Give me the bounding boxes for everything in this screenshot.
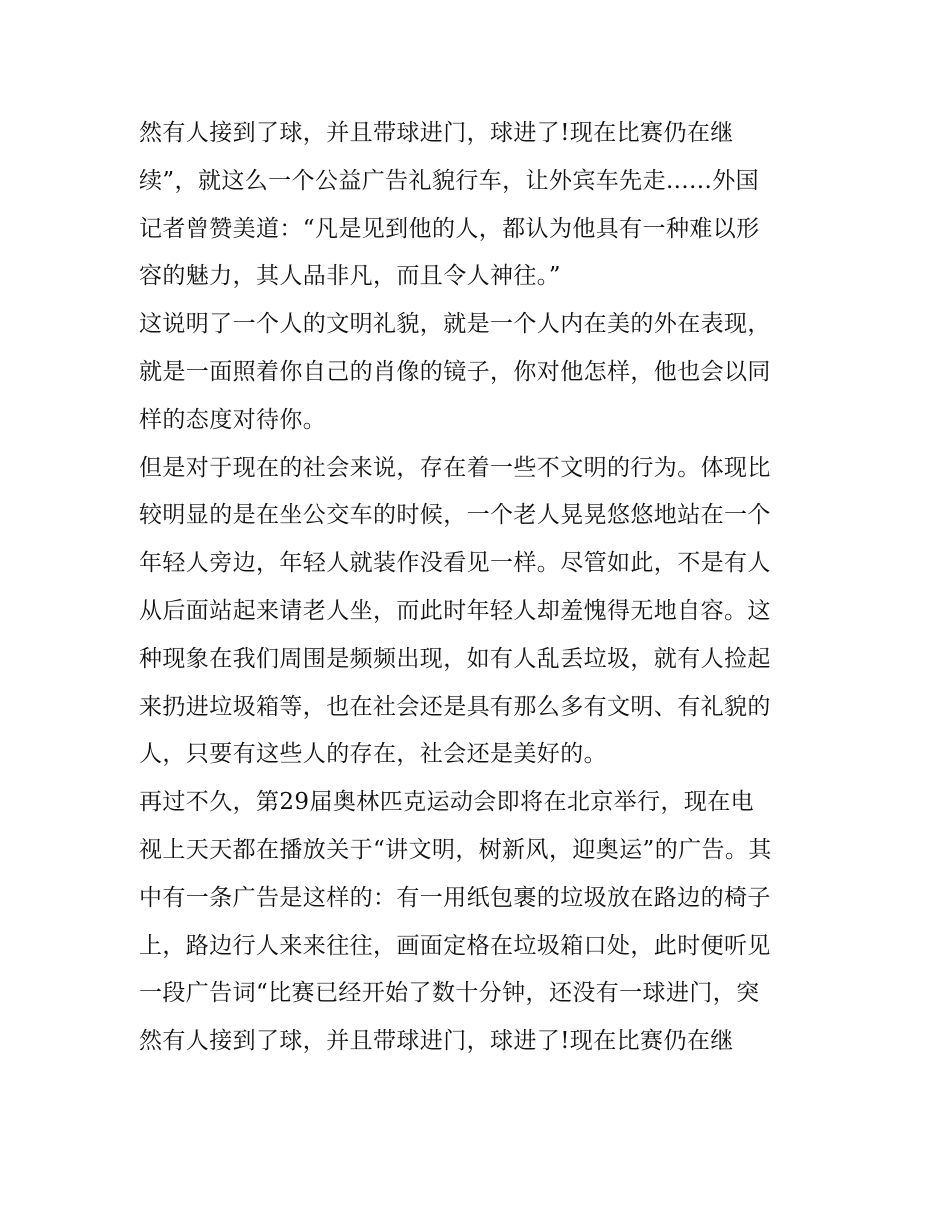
text-line: 一段广告词“比赛已经开始了数十分钟，还没有一球进门，突 — [139, 980, 760, 1007]
text-line: 种现象在我们周围是频频出现，如有人乱丢垃圾，就有人捡起 — [139, 645, 771, 672]
text-line: 记者曾赞美道：“凡是见到他的人，都认为他具有一种难以形 — [139, 215, 760, 242]
text-line: 视上天天都在播放关于“讲文明，树新风，迎奥运”的广告。其 — [139, 836, 772, 863]
text-line: 较明显的是在坐公交车的时候，一个老人晃晃悠悠地站在一个 — [139, 502, 771, 529]
text-line: 上，路边行人来来往往，画面定格在垃圾箱口处，此时便听见 — [139, 932, 771, 959]
text-line: 然有人接到了球，并且带球进门，球进了!现在比赛仍在继 — [139, 1028, 734, 1055]
text-line: 从后面站起来请老人坐，而此时年轻人却羞愧得无地自容。这 — [139, 597, 771, 624]
text-line: 然有人接到了球，并且带球进门，球进了!现在比赛仍在继 — [139, 120, 734, 146]
body-text — [139, 110, 814, 1066]
text-line: 但是对于现在的社会来说，存在着一些不文明的行为。体现比 — [139, 454, 771, 481]
text-line: 来扔进垃圾箱等，也在社会还是具有那么多有文明、有礼貌的 — [139, 693, 771, 720]
text-line: 再过不久，第29届奥林匹克运动会即将在北京举行，现在电 — [139, 789, 755, 816]
text-line: 人，只要有这些人的存在，社会还是美好的。 — [139, 741, 607, 768]
text-line: 续”，就这么一个公益广告礼貌行车，让外宾车先走......外国 — [139, 167, 760, 194]
text-line: 这说明了一个人的文明礼貌，就是一个人内在美的外在表现， — [139, 311, 771, 338]
text-line: 容的魅力，其人品非凡，而且令人神往。” — [139, 263, 561, 290]
text-line: 样的态度对待你。 — [139, 406, 327, 433]
text-line: 年轻人旁边，年轻人就装作没看见一样。尽管如此，不是有人 — [139, 550, 771, 577]
text-line: 中有一条广告是这样的：有一用纸包裹的垃圾放在路边的椅子 — [139, 884, 771, 911]
text-line: 就是一面照着你自己的肖像的镜子，你对他怎样，他也会以同 — [139, 358, 771, 385]
